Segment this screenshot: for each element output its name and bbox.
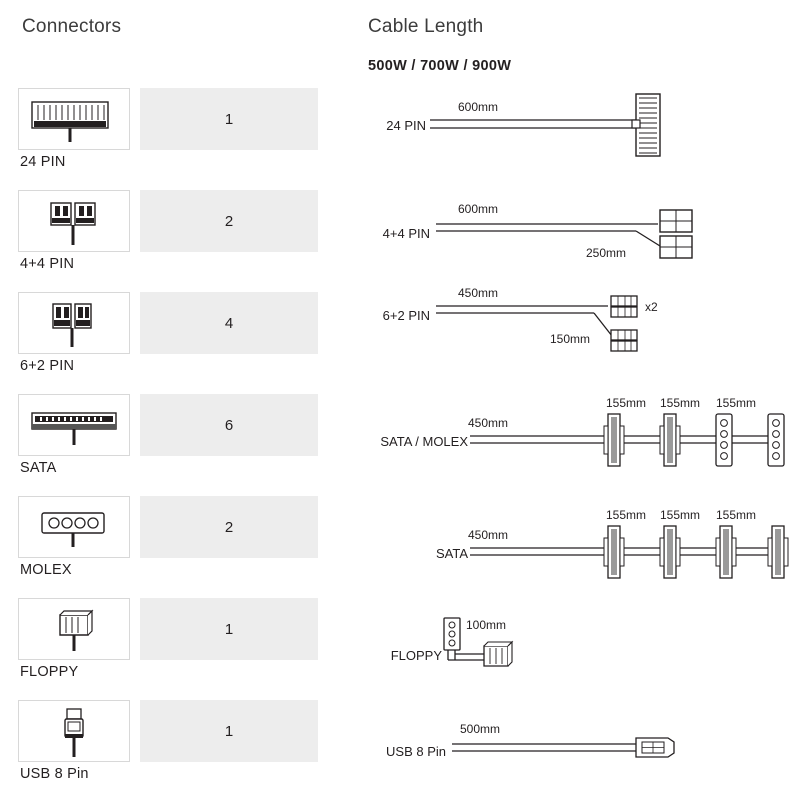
cable-diagram-4plus4pin <box>368 198 788 276</box>
cable-length-label: 155mm <box>606 396 647 410</box>
cable-name: 24 PIN <box>386 118 426 133</box>
cable-length-label: 450mm <box>468 416 509 430</box>
connector-usb8pin-icon <box>19 701 129 761</box>
cable-name: SATA <box>435 546 468 561</box>
cable-name: 4+4 PIN <box>382 226 430 241</box>
connector-image-cell <box>18 394 130 456</box>
cable-length-label: 155mm <box>716 396 757 410</box>
connector-24pin-icon <box>19 89 129 149</box>
connector-label: USB 8 Pin <box>20 766 89 782</box>
cable-length-label: 155mm <box>716 508 757 522</box>
connector-sata-icon <box>19 395 129 455</box>
cable-length-label: 155mm <box>660 508 701 522</box>
connector-image-cell <box>18 190 130 252</box>
cable-multiplier-label: x2 <box>645 300 658 314</box>
table-row <box>18 598 338 700</box>
cable-length-label: 450mm <box>458 286 499 300</box>
cable-length-label: 500mm <box>460 722 501 736</box>
cable-length-label: 600mm <box>458 100 499 114</box>
cable-name: FLOPPY <box>390 648 442 663</box>
cable-length-label: 250mm <box>586 246 627 260</box>
connector-quantity: 1 <box>140 88 318 150</box>
cable-length-label: 450mm <box>468 528 509 542</box>
table-row <box>18 394 338 496</box>
connector-floppy-icon <box>19 599 129 659</box>
cable-length-label: 150mm <box>550 332 591 346</box>
connector-label: 4+4 PIN <box>20 256 75 272</box>
wattage-label: 500W / 700W / 900W <box>368 58 512 74</box>
connector-quantity: 1 <box>140 700 318 762</box>
connector-label: SATA <box>20 460 57 476</box>
cable-length-heading: Cable Length <box>368 16 484 37</box>
cable-length-label: 600mm <box>458 202 499 216</box>
cable-length-label: 155mm <box>606 508 647 522</box>
connector-image-cell <box>18 496 130 558</box>
connectors-heading: Connectors <box>22 16 122 37</box>
cable-diagram-sata <box>368 508 798 588</box>
cable-diagram-usb8pin <box>368 712 728 772</box>
connector-molex-icon <box>19 497 129 557</box>
cable-diagram-24pin <box>368 92 788 164</box>
cable-diagram-sata-molex <box>368 396 798 476</box>
table-row <box>18 190 338 292</box>
connector-quantity: 4 <box>140 292 318 354</box>
connector-image-cell <box>18 88 130 150</box>
cable-length-label: 155mm <box>660 396 701 410</box>
connector-image-cell <box>18 598 130 660</box>
cable-name: 6+2 PIN <box>382 308 430 323</box>
connector-4plus4pin-icon <box>19 191 129 251</box>
cable-diagram-floppy <box>368 610 668 680</box>
table-row <box>18 700 338 802</box>
connector-label: 24 PIN <box>20 154 66 170</box>
connector-quantity: 2 <box>140 190 318 252</box>
table-row <box>18 496 338 598</box>
connector-quantity: 1 <box>140 598 318 660</box>
connector-image-cell <box>18 700 130 762</box>
connectors-table <box>18 88 338 802</box>
cable-diagram-6plus2pin <box>368 284 788 364</box>
table-row <box>18 292 338 394</box>
connector-image-cell <box>18 292 130 354</box>
cable-name: SATA / MOLEX <box>380 434 468 449</box>
connector-label: FLOPPY <box>20 664 79 680</box>
connector-quantity: 2 <box>140 496 318 558</box>
cable-name: USB 8 Pin <box>386 744 446 759</box>
connector-quantity: 6 <box>140 394 318 456</box>
connector-6plus2pin-icon <box>19 293 129 353</box>
cable-length-label: 100mm <box>466 618 507 632</box>
connector-label: MOLEX <box>20 562 72 578</box>
table-row <box>18 88 338 190</box>
connector-label: 6+2 PIN <box>20 358 75 374</box>
